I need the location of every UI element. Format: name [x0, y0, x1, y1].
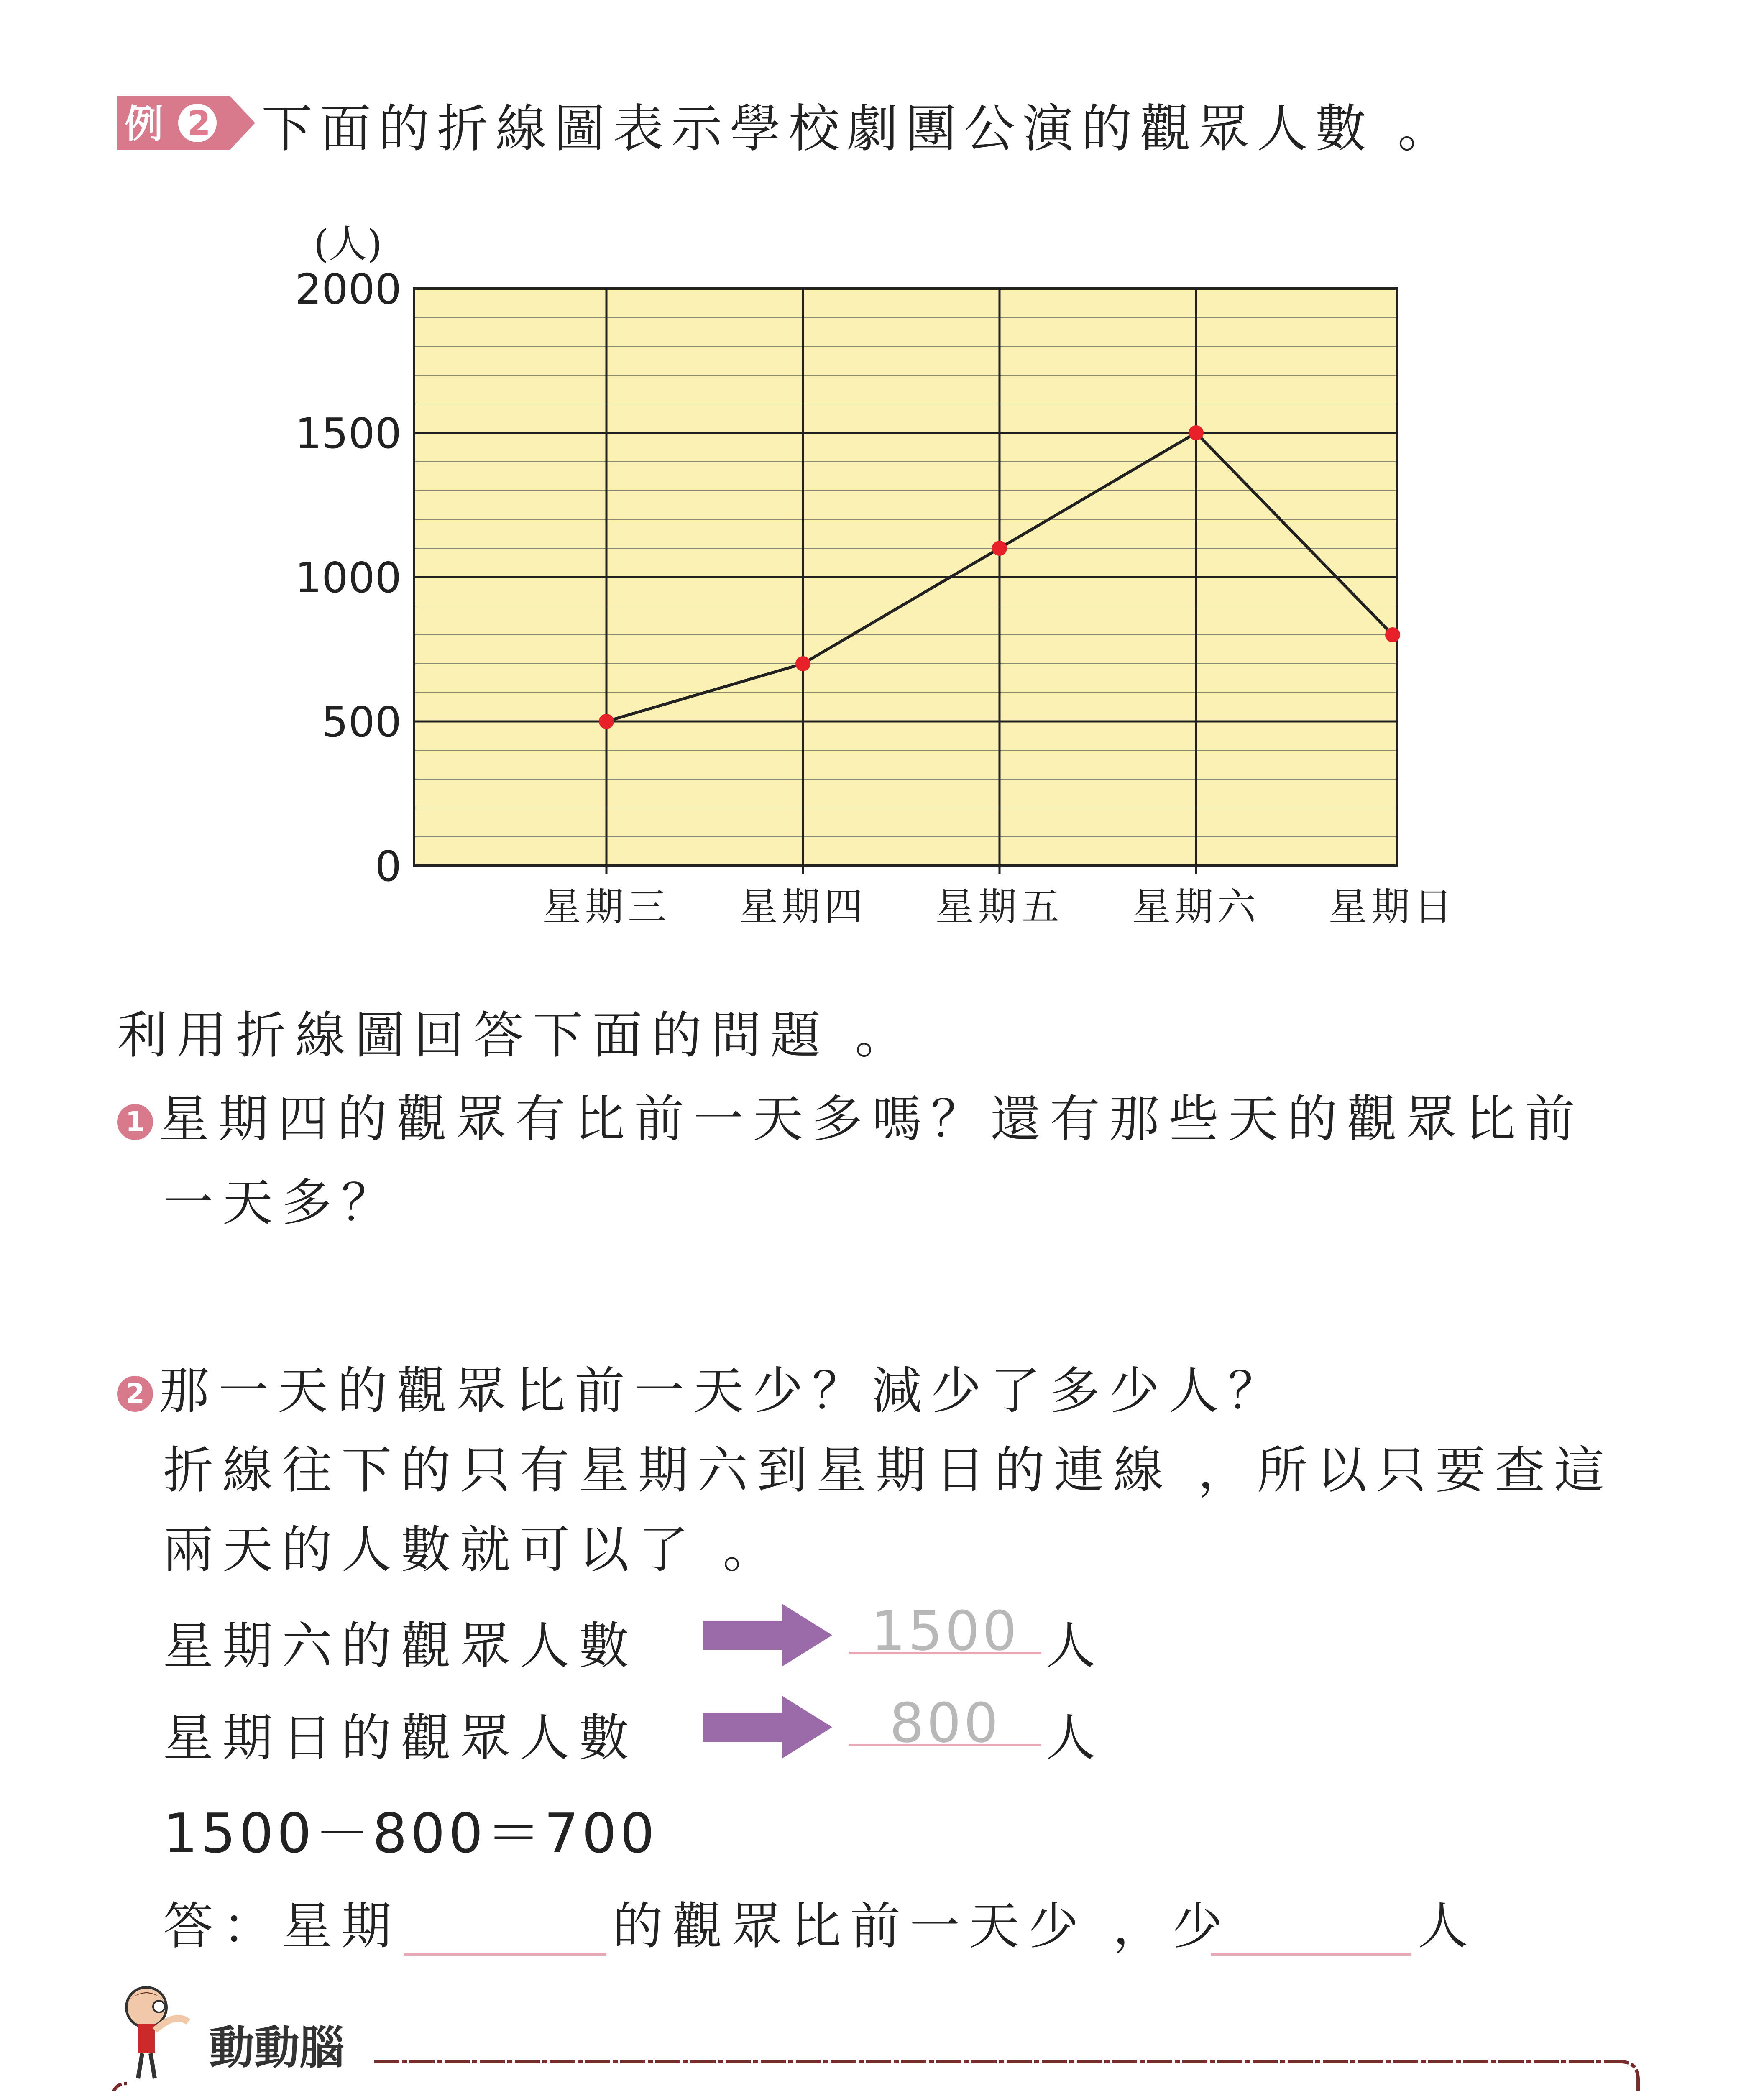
subtraction-equation: 1500－800＝700 [163, 1802, 658, 1865]
data-point [992, 541, 1007, 556]
data-point [1385, 627, 1400, 642]
intro-text: 利用折線圖回答下面的問題 。 [117, 1007, 915, 1065]
saturday-label: 星期六的觀眾人數 [163, 1617, 638, 1675]
y-tick-label: 500 [322, 698, 401, 746]
problem-title: 下面的折線圖表示學校劇團公演的觀眾人數 。 [261, 99, 1456, 158]
x-category-label: 星期六 [1132, 884, 1260, 929]
question-1-line-2: 一天多？ [163, 1174, 401, 1232]
example-tag [117, 96, 255, 150]
data-point [599, 714, 614, 729]
y-tick-label: 1500 [295, 409, 401, 458]
question-1-number: 1 [117, 1104, 153, 1140]
y-axis-unit: (人) [314, 222, 382, 266]
x-category-label: 星期三 [542, 884, 671, 929]
sunday-unit: 人 [1046, 1709, 1105, 1767]
sunday-label: 星期日的觀眾人數 [163, 1709, 638, 1767]
example-label: 例 [125, 102, 164, 146]
think-box-frame [107, 2049, 1654, 2091]
hint-line-1: 折線往下的只有星期六到星期日的連線 ，所以只要查這 [163, 1442, 1614, 1500]
answer-suffix: 人 [1418, 1897, 1477, 1956]
think-label: 動動腦 [209, 2022, 345, 2074]
hint-line-2: 兩天的人數就可以了 。 [163, 1521, 782, 1579]
data-point [795, 656, 810, 671]
x-category-label: 星期四 [739, 884, 867, 929]
saturday-unit: 人 [1046, 1617, 1105, 1675]
question-2-number: 2 [117, 1376, 153, 1412]
y-tick-label: 2000 [295, 265, 401, 314]
data-point [1189, 425, 1204, 440]
question-1 [117, 1079, 1584, 1151]
y-tick-label: 1000 [295, 553, 401, 602]
arrow-icon [703, 1604, 832, 1667]
arrow-icon [703, 1696, 832, 1759]
x-category-label: 星期日 [1328, 884, 1457, 929]
question-1-line-1: 星期四的觀眾有比前一天多嗎？還有那些天的觀眾比前 [159, 1090, 1584, 1148]
answer-middle: 的觀眾比前一天少 ，少 [613, 1897, 1232, 1956]
line-chart [251, 201, 1506, 945]
y-axis-tick-labels [295, 265, 402, 891]
question-2-line-1: 那一天的觀眾比前一天少？減少了多少人？ [159, 1362, 1287, 1420]
saturday-value: 1500 [849, 1602, 1041, 1654]
answer-count-blank[interactable] [1211, 1907, 1411, 1956]
y-tick-label: 0 [375, 842, 401, 891]
answer-prefix: 答：星期 [163, 1897, 401, 1956]
x-category-label: 星期五 [935, 884, 1064, 929]
example-number: 2 [187, 104, 211, 143]
x-axis-category-labels [542, 884, 1457, 929]
sunday-value: 800 [849, 1694, 1041, 1746]
question-2 [117, 1351, 1287, 1423]
answer-day-blank[interactable] [404, 1907, 606, 1956]
think-question [151, 2087, 1355, 2091]
